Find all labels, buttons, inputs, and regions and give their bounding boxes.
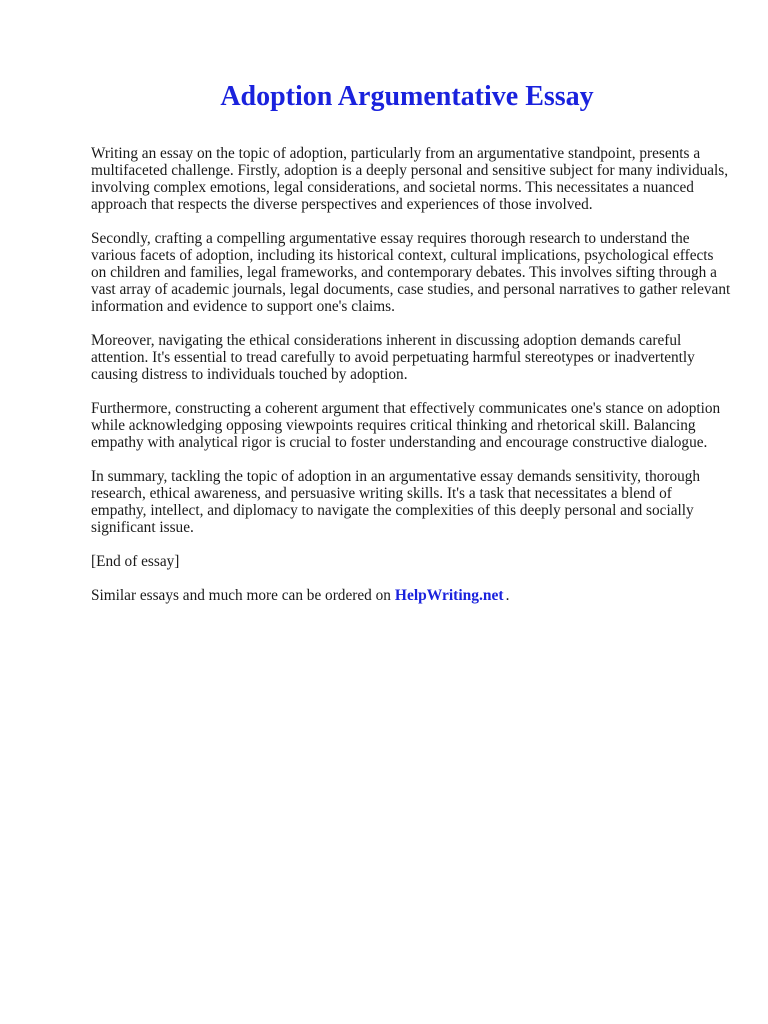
paragraph-2: Secondly, crafting a compelling argumentative essay requires thorough research to understand the various facets of adoption, including its historical context, cultural implications, psychological effects on children and families, legal frameworks, and contemporary debates. This involves sifting through a vast array of academic journals, legal documents, case studies, and personal narratives to gather relevant information and evidence to support one's claims. (91, 230, 731, 315)
footer-text: Similar essays and much more can be ordered on (91, 587, 391, 604)
essay-body (91, 145, 731, 621)
paragraph-5: In summary, tackling the topic of adoption in an argumentative essay demands sensitivity, thorough research, ethical awareness, and persuasive writing skills. It's a task that necessitates a blend of empathy, intellect, and diplomacy to navigate the complexities of this deeply personal and socially significant issue. (91, 468, 701, 536)
helpwriting-link[interactable]: HelpWriting.net (394, 587, 504, 604)
essay-title: Adoption Argumentative Essay (220, 81, 594, 112)
footer-period: . (505, 587, 510, 604)
footer-line (91, 587, 731, 604)
end-marker: [End of essay] (91, 553, 180, 570)
paragraph-1: Writing an essay on the topic of adoption, particularly from an argumentative standpoint, presents a multifaceted challenge. Firstly, adoption is a deeply personal and sensitive subject for many individuals, involving complex emotions, legal considerations, and societal norms. This necessitates a nuanced approach that respects the diverse perspectives and experiences of those involved. (91, 145, 729, 213)
paragraph-3: Moreover, navigating the ethical considerations inherent in discussing adoption demands careful attention. It's essential to tread carefully to avoid perpetuating harmful stereotypes or inadvertently causing distress to individuals touched by adoption. (91, 332, 695, 383)
paragraph-4: Furthermore, constructing a coherent argument that effectively communicates one's stance on adoption while acknowledging opposing viewpoints requires critical thinking and rhetorical skill. Balancing empathy with analytical rigor is crucial to foster understanding and encourage constructive dialogue. (91, 400, 721, 451)
